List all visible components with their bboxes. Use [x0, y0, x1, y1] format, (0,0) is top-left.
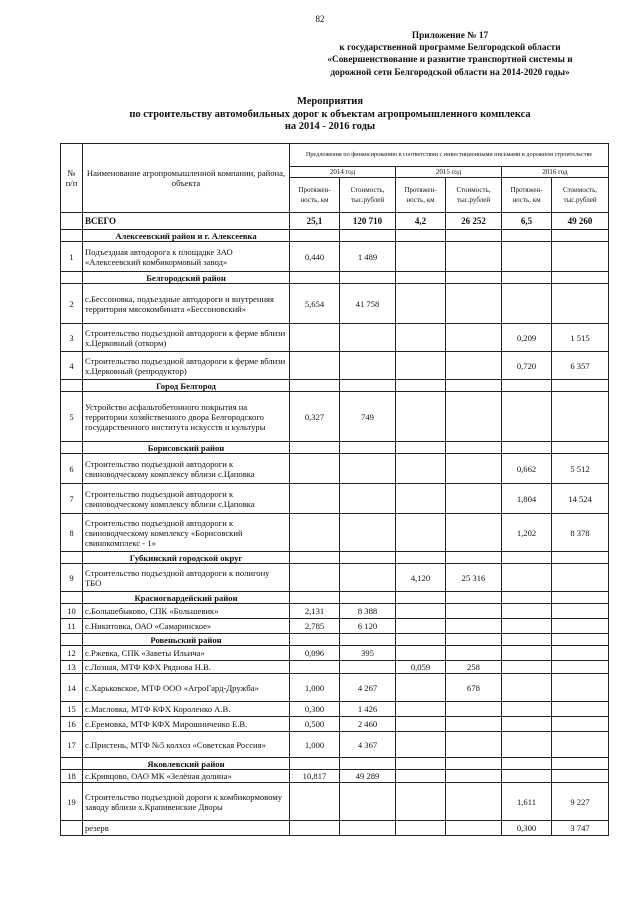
length-value: 0,300	[290, 702, 340, 717]
appendix-line: дорожной сети Белгородской области на 2014-2020 годы»	[330, 67, 570, 78]
length-value: 0,300	[502, 821, 552, 836]
length-value	[396, 770, 446, 783]
length-value	[290, 454, 340, 484]
cost-value	[552, 674, 609, 702]
table-row	[61, 619, 609, 634]
cost-value	[446, 619, 502, 634]
district-number-cell	[61, 552, 83, 564]
length-value	[502, 661, 552, 674]
table-row	[61, 484, 609, 514]
cost-value	[552, 717, 609, 732]
cost-value: 5 512	[552, 454, 609, 484]
district-empty-cell	[446, 230, 502, 242]
object-name: Строительство подъездной автодороги к ферме вблизи х.Церковный (откорм)	[83, 324, 290, 352]
district-empty-cell	[502, 272, 552, 284]
cost-value: 395	[340, 646, 396, 661]
length-value: 1,611	[502, 783, 552, 821]
object-name: Строительство подъездной автодороги к полигону ТБО	[83, 564, 290, 592]
district-name: Красногвардейский район	[83, 592, 290, 604]
length-value	[396, 604, 446, 619]
row-number: 17	[61, 732, 83, 758]
table-row	[61, 821, 609, 836]
length-value	[290, 661, 340, 674]
header-year-2014: 2014 год	[290, 167, 396, 178]
district-empty-cell	[446, 758, 502, 770]
district-empty-cell	[396, 592, 446, 604]
cost-value	[446, 484, 502, 514]
district-row	[61, 758, 609, 770]
length-value: 2,131	[290, 604, 340, 619]
header-funding-group: Предложения по финансированию в соответствии с инвестиционными письмами в дорожном строительстве	[290, 144, 609, 167]
row-number: 11	[61, 619, 83, 634]
table-row	[61, 674, 609, 702]
row-number: 13	[61, 661, 83, 674]
district-empty-cell	[340, 592, 396, 604]
district-name: Ровеньский район	[83, 634, 290, 646]
cost-value	[446, 702, 502, 717]
district-empty-cell	[502, 442, 552, 454]
cost-value: 3 747	[552, 821, 609, 836]
district-name: Белгородский район	[83, 272, 290, 284]
cost-value: 6 357	[552, 352, 609, 380]
length-value	[502, 646, 552, 661]
header-year-2015: 2015 год	[396, 167, 502, 178]
district-empty-cell	[552, 272, 609, 284]
district-empty-cell	[340, 442, 396, 454]
length-value	[396, 484, 446, 514]
table-row	[61, 352, 609, 380]
district-empty-cell	[340, 380, 396, 392]
table-row	[61, 392, 609, 442]
length-value: 0,209	[502, 324, 552, 352]
cost-value: 258	[446, 661, 502, 674]
district-empty-cell	[290, 272, 340, 284]
district-row	[61, 230, 609, 242]
cost-value	[446, 454, 502, 484]
length-value: 4,120	[396, 564, 446, 592]
length-value: 0,500	[290, 717, 340, 732]
length-value: 5,654	[290, 284, 340, 324]
length-value	[396, 783, 446, 821]
length-value: 1,804	[502, 484, 552, 514]
total-row	[61, 213, 609, 230]
cost-value	[446, 783, 502, 821]
object-name: с.Ржевка, СПК «Заветы Ильича»	[83, 646, 290, 661]
length-value: 0,096	[290, 646, 340, 661]
object-name: с.Лозная, МТФ КФХ Ряднова Н.В.	[83, 661, 290, 674]
table-row	[61, 732, 609, 758]
district-row	[61, 552, 609, 564]
length-value	[502, 564, 552, 592]
district-empty-cell	[290, 380, 340, 392]
length-value: 0,059	[396, 661, 446, 674]
cost-value: 49 289	[340, 770, 396, 783]
length-value: 0,662	[502, 454, 552, 484]
district-empty-cell	[502, 380, 552, 392]
district-empty-cell	[340, 634, 396, 646]
cost-value: 14 524	[552, 484, 609, 514]
row-number: 2	[61, 284, 83, 324]
table-row	[61, 783, 609, 821]
row-number: 9	[61, 564, 83, 592]
district-empty-cell	[446, 634, 502, 646]
total-value: 120 710	[340, 213, 396, 230]
object-name: с.Харьковское, МТФ ООО «АгроГард-Дружба»	[83, 674, 290, 702]
cost-value	[446, 242, 502, 272]
header-year-2016: 2016 год	[502, 167, 609, 178]
length-value	[290, 484, 340, 514]
cost-value: 6 120	[340, 619, 396, 634]
district-name: Яковлевский район	[83, 758, 290, 770]
total-number-cell	[61, 213, 83, 230]
district-empty-cell	[446, 552, 502, 564]
district-row	[61, 442, 609, 454]
appendix-line: к государственной программе Белгородской области	[339, 43, 561, 54]
district-empty-cell	[340, 552, 396, 564]
length-value	[502, 702, 552, 717]
table-row	[61, 324, 609, 352]
header-name: Наименование агропромышленной компании, района, объекта	[83, 144, 290, 213]
cost-value: 41 758	[340, 284, 396, 324]
district-empty-cell	[290, 592, 340, 604]
page-number: 82	[315, 14, 325, 24]
cost-value	[340, 564, 396, 592]
district-number-cell	[61, 592, 83, 604]
cost-value	[340, 783, 396, 821]
length-value	[396, 646, 446, 661]
length-value	[396, 392, 446, 442]
object-name: Строительство подъездной автодороги к ферме вблизи х.Церковный (репродуктор)	[83, 352, 290, 380]
appendix-line: «Совершенствование и развитие транспортной системы и	[327, 55, 573, 66]
district-empty-cell	[502, 552, 552, 564]
length-value	[396, 284, 446, 324]
table-body	[61, 213, 609, 836]
cost-value	[340, 454, 396, 484]
cost-value: 2 460	[340, 717, 396, 732]
header-length-2016: Протяжен-ность, км	[502, 178, 552, 213]
row-number: 6	[61, 454, 83, 484]
length-value	[502, 242, 552, 272]
object-name: с.Бессоновка, подъездные автодороги и внутренняя территория мясокомбината «Бессоновский»	[83, 284, 290, 324]
row-number: 8	[61, 514, 83, 552]
cost-value: 8 378	[552, 514, 609, 552]
title-line: Мероприятия	[296, 96, 364, 107]
document-title	[90, 96, 570, 134]
cost-value	[552, 284, 609, 324]
total-value: 49 260	[552, 213, 609, 230]
cost-value	[446, 352, 502, 380]
district-empty-cell	[396, 442, 446, 454]
table-row	[61, 661, 609, 674]
cost-value	[340, 484, 396, 514]
length-value: 1,202	[502, 514, 552, 552]
cost-value	[446, 514, 502, 552]
length-value	[396, 717, 446, 732]
row-number: 5	[61, 392, 83, 442]
cost-value	[552, 770, 609, 783]
header-cost-2014: Стоимость, тыс.рублей	[340, 178, 396, 213]
district-name: Губкинский городской округ	[83, 552, 290, 564]
row-number: 19	[61, 783, 83, 821]
object-name: Строительство подъездной автодороги к свиноводческому комплексу вблизи с.Цаповка	[83, 454, 290, 484]
cost-value	[552, 702, 609, 717]
object-name: с.Никитовка, ОАО «Самаринское»	[83, 619, 290, 634]
cost-value	[340, 324, 396, 352]
cost-value	[552, 619, 609, 634]
table-row	[61, 454, 609, 484]
cost-value: 9 227	[552, 783, 609, 821]
district-empty-cell	[396, 634, 446, 646]
district-empty-cell	[340, 230, 396, 242]
district-empty-cell	[446, 592, 502, 604]
cost-value: 1 489	[340, 242, 396, 272]
length-value: 0,440	[290, 242, 340, 272]
cost-value	[552, 661, 609, 674]
district-empty-cell	[446, 380, 502, 392]
cost-value: 678	[446, 674, 502, 702]
length-value	[396, 674, 446, 702]
row-number: 7	[61, 484, 83, 514]
table-row	[61, 717, 609, 732]
table-row	[61, 564, 609, 592]
cost-value	[446, 732, 502, 758]
district-empty-cell	[290, 442, 340, 454]
length-value	[290, 514, 340, 552]
length-value	[502, 732, 552, 758]
district-name: Город Белгород	[83, 380, 290, 392]
cost-value	[446, 324, 502, 352]
row-number: 14	[61, 674, 83, 702]
measures-table	[60, 143, 609, 836]
header-cost-2015: Стоимость, тыс.рублей	[446, 178, 502, 213]
length-value: 2,785	[290, 619, 340, 634]
length-value: 0,327	[290, 392, 340, 442]
length-value	[502, 717, 552, 732]
length-value	[290, 352, 340, 380]
cost-value	[340, 661, 396, 674]
length-value	[502, 770, 552, 783]
district-empty-cell	[552, 442, 609, 454]
length-value	[396, 732, 446, 758]
cost-value	[446, 770, 502, 783]
district-number-cell	[61, 634, 83, 646]
district-empty-cell	[502, 758, 552, 770]
length-value	[502, 604, 552, 619]
length-value	[290, 324, 340, 352]
cost-value	[446, 392, 502, 442]
object-name: Подъездная автодорога к площадке ЗАО «Алексеевский комбикормовый завод»	[83, 242, 290, 272]
object-name: с.Кривцово, ОАО МК «Зелёная долина»	[83, 770, 290, 783]
appendix-line: Приложение № 17	[411, 31, 489, 41]
district-empty-cell	[502, 592, 552, 604]
table-row	[61, 242, 609, 272]
district-number-cell	[61, 758, 83, 770]
total-value: 6,5	[502, 213, 552, 230]
row-number: 15	[61, 702, 83, 717]
length-value	[290, 783, 340, 821]
row-number: 1	[61, 242, 83, 272]
district-name: Алексеевский район и г. Алексеевка	[83, 230, 290, 242]
object-name: с.Еремовка, МТФ КФХ Мирошниченко Е.В.	[83, 717, 290, 732]
total-value: 26 252	[446, 213, 502, 230]
object-name: Строительство подъездной автодороги к свиноводческому комплексу вблизи с.Цаповка	[83, 484, 290, 514]
length-value: 10,817	[290, 770, 340, 783]
length-value	[396, 324, 446, 352]
title-line: на 2014 - 2016 годы	[284, 121, 376, 133]
cost-value	[340, 821, 396, 836]
cost-value: 1 515	[552, 324, 609, 352]
row-number: 3	[61, 324, 83, 352]
table-row	[61, 646, 609, 661]
district-row	[61, 592, 609, 604]
length-value	[396, 242, 446, 272]
cost-value	[552, 392, 609, 442]
object-name: Строительство подъездной автодороги к свиноводческому комплексу «Борисовский свинокомплекс - 1»	[83, 514, 290, 552]
length-value	[396, 619, 446, 634]
length-value	[290, 821, 340, 836]
district-row	[61, 272, 609, 284]
district-empty-cell	[396, 230, 446, 242]
row-number: 16	[61, 717, 83, 732]
length-value	[396, 702, 446, 717]
cost-value	[552, 242, 609, 272]
district-empty-cell	[340, 758, 396, 770]
cost-value	[446, 717, 502, 732]
district-number-cell	[61, 230, 83, 242]
cost-value: 1 426	[340, 702, 396, 717]
district-empty-cell	[552, 552, 609, 564]
district-empty-cell	[396, 272, 446, 284]
cost-value: 25 316	[446, 564, 502, 592]
cost-value	[446, 821, 502, 836]
object-name: Строительство подъездной дороги к комбикормовому заводу вблизи х.Крапивенские Дворы	[83, 783, 290, 821]
total-value: 4,2	[396, 213, 446, 230]
district-empty-cell	[552, 592, 609, 604]
row-number: 12	[61, 646, 83, 661]
district-number-cell	[61, 380, 83, 392]
district-name: Борисовский район	[83, 442, 290, 454]
cost-value	[446, 284, 502, 324]
object-name: с.Масловка, МТФ КФХ Короленко А.В.	[83, 702, 290, 717]
district-number-cell	[61, 442, 83, 454]
object-name: Устройство асфальтобетонного покрытия на территории хозяйственного двора Белгородского государственного института искусств и культуры	[83, 392, 290, 442]
district-empty-cell	[340, 272, 396, 284]
district-empty-cell	[290, 634, 340, 646]
title-line: по строительству автомобильных дорог к объектам агропромышленного комплекса	[129, 108, 531, 120]
row-number: 4	[61, 352, 83, 380]
object-name: резерв	[83, 821, 290, 836]
cost-value	[340, 514, 396, 552]
length-value	[502, 284, 552, 324]
district-empty-cell	[396, 758, 446, 770]
header-length-2014: Протяжен-ность, км	[290, 178, 340, 213]
district-empty-cell	[552, 230, 609, 242]
length-value	[502, 392, 552, 442]
length-value	[502, 674, 552, 702]
district-empty-cell	[502, 634, 552, 646]
district-empty-cell	[446, 442, 502, 454]
table-row	[61, 284, 609, 324]
length-value	[396, 821, 446, 836]
district-empty-cell	[290, 552, 340, 564]
district-empty-cell	[552, 758, 609, 770]
cost-value	[552, 732, 609, 758]
cost-value: 4 367	[340, 732, 396, 758]
district-empty-cell	[446, 272, 502, 284]
row-number: 18	[61, 770, 83, 783]
length-value	[396, 514, 446, 552]
length-value	[502, 619, 552, 634]
length-value	[396, 454, 446, 484]
cost-value	[552, 604, 609, 619]
district-empty-cell	[552, 380, 609, 392]
length-value: 1,000	[290, 674, 340, 702]
table-row	[61, 514, 609, 552]
cost-value	[446, 604, 502, 619]
row-number: 10	[61, 604, 83, 619]
district-empty-cell	[502, 230, 552, 242]
header-length-2015: Протяжен-ность, км	[396, 178, 446, 213]
appendix-header	[300, 30, 600, 79]
total-label: ВСЕГО	[83, 213, 290, 230]
cost-value	[552, 646, 609, 661]
header-number: № п/п	[61, 144, 83, 213]
cost-value	[552, 564, 609, 592]
district-row	[61, 634, 609, 646]
cost-value: 8 388	[340, 604, 396, 619]
district-empty-cell	[290, 230, 340, 242]
cost-value	[340, 352, 396, 380]
length-value: 0,720	[502, 352, 552, 380]
district-empty-cell	[552, 634, 609, 646]
district-empty-cell	[290, 758, 340, 770]
table-row	[61, 770, 609, 783]
district-empty-cell	[396, 380, 446, 392]
row-number	[61, 821, 83, 836]
cost-value: 749	[340, 392, 396, 442]
total-value: 25,1	[290, 213, 340, 230]
district-empty-cell	[396, 552, 446, 564]
cost-value	[446, 646, 502, 661]
district-number-cell	[61, 272, 83, 284]
district-row	[61, 380, 609, 392]
header-cost-2016: Стоимость, тыс.рублей	[552, 178, 609, 213]
length-value	[396, 352, 446, 380]
object-name: с.Пристень, МТФ №5 колхоз «Советская Россия»	[83, 732, 290, 758]
cost-value: 4 267	[340, 674, 396, 702]
length-value	[290, 564, 340, 592]
object-name: с.Большебыково, СПК «Большевик»	[83, 604, 290, 619]
length-value: 1,000	[290, 732, 340, 758]
table-row	[61, 702, 609, 717]
table-row	[61, 604, 609, 619]
